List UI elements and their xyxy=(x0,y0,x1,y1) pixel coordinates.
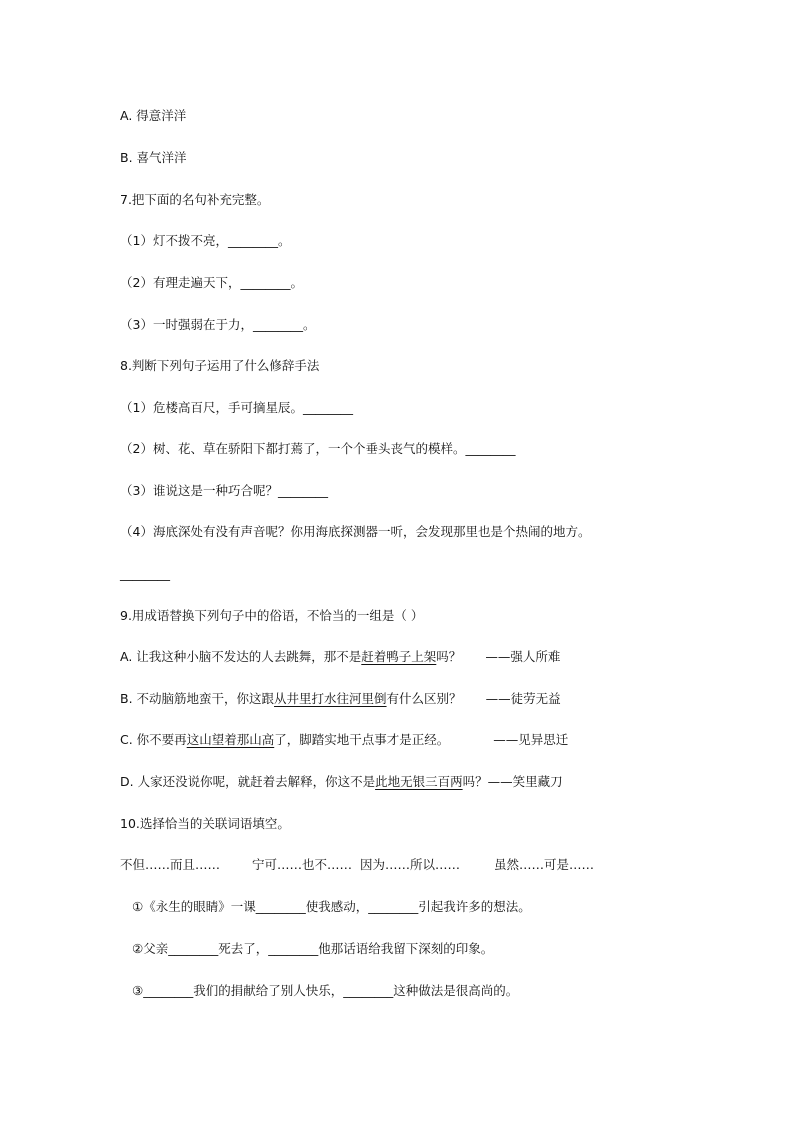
q9-option-a-idiom: 赶着鸭子上架 xyxy=(361,649,437,664)
q9-title: 9.用成语替换下列句子中的俗语，不恰当的一组是（ ） xyxy=(120,608,424,623)
q10-word-4: 虽然……可是…… xyxy=(494,857,595,872)
q9-option-d-pre: D. 人家还没说你呢，就赶着去解释，你这不是 xyxy=(120,774,376,789)
q8-title: 8.判断下列句子运用了什么修辞手法 xyxy=(120,358,320,373)
q9-option-b xyxy=(120,691,561,707)
q9-option-c-idiom: 这山望着那山高 xyxy=(186,732,275,747)
q7-item-3: （3）一时强弱在于力，________。 xyxy=(120,317,316,332)
q9-option-c-answer: ——见异思迁 xyxy=(493,732,569,747)
q10-word-bank xyxy=(120,857,594,873)
q9-option-a xyxy=(120,649,560,665)
q10-item-1: ①《永生的眼睛》一课________使我感动，________引起我许多的想法。 xyxy=(132,899,531,914)
q8-item-3: （3）谁说这是一种巧合呢？________ xyxy=(120,483,328,498)
q9-option-b-post: 有什么区别？ xyxy=(386,691,462,706)
q7-item-2: （2）有理走遍天下，________。 xyxy=(120,275,303,290)
q10-word-1: 不但……而且…… xyxy=(120,857,221,872)
q9-option-d xyxy=(120,774,563,790)
q9-option-b-answer: ——徒劳无益 xyxy=(485,691,561,706)
q9-option-b-idiom: 从井里打水往河里倒 xyxy=(274,691,387,706)
q10-item-2: ②父亲________死去了，________他那话语给我留下深刻的印象。 xyxy=(132,941,494,956)
q9-option-c xyxy=(120,732,568,748)
q10-title: 10.选择恰当的关联词语填空。 xyxy=(120,816,290,831)
q9-option-d-answer: ——笑里藏刀 xyxy=(487,774,563,789)
q6-option-b: B. 喜气洋洋 xyxy=(120,150,187,165)
q10-word-2: 宁可……也不…… xyxy=(252,857,353,872)
q7-title: 7.把下面的名句补充完整。 xyxy=(120,192,270,207)
q8-item-1: （1）危楼高百尺，手可摘星辰。________ xyxy=(120,400,353,415)
q9-option-a-answer: ——强人所难 xyxy=(485,649,561,664)
q8-item-4: （4）海底深处有没有声音呢？你用海底探测器一听，会发现那里也是个热闹的地方。 xyxy=(120,524,591,539)
q9-option-a-post: 吗？ xyxy=(436,649,462,664)
q9-option-c-pre: C. 你不要再 xyxy=(120,732,187,747)
q9-option-c-post: 了，脚踏实地干点事才是正经。 xyxy=(274,732,450,747)
q8-item-4-answer-blank: ________ xyxy=(120,566,170,581)
q9-option-d-idiom: 此地无银三百两 xyxy=(375,774,463,789)
q10-item-3: ③________我们的捐献给了别人快乐，________这种做法是很高尚的。 xyxy=(132,983,519,998)
q10-word-3: 因为……所以…… xyxy=(360,857,461,872)
q9-option-d-post: 吗？ xyxy=(462,774,488,789)
q6-option-a: A. 得意洋洋 xyxy=(120,108,187,123)
q9-option-b-pre: B. 不动脑筋地蛮干，你这跟 xyxy=(120,691,275,706)
q8-item-2: （2）树、花、草在骄阳下都打蔫了，一个个垂头丧气的模样。________ xyxy=(120,441,516,456)
q9-option-a-pre: A. 让我这种小脑不发达的人去跳舞，那不是 xyxy=(120,649,362,664)
q7-item-1: （1）灯不拨不亮，________。 xyxy=(120,233,291,248)
